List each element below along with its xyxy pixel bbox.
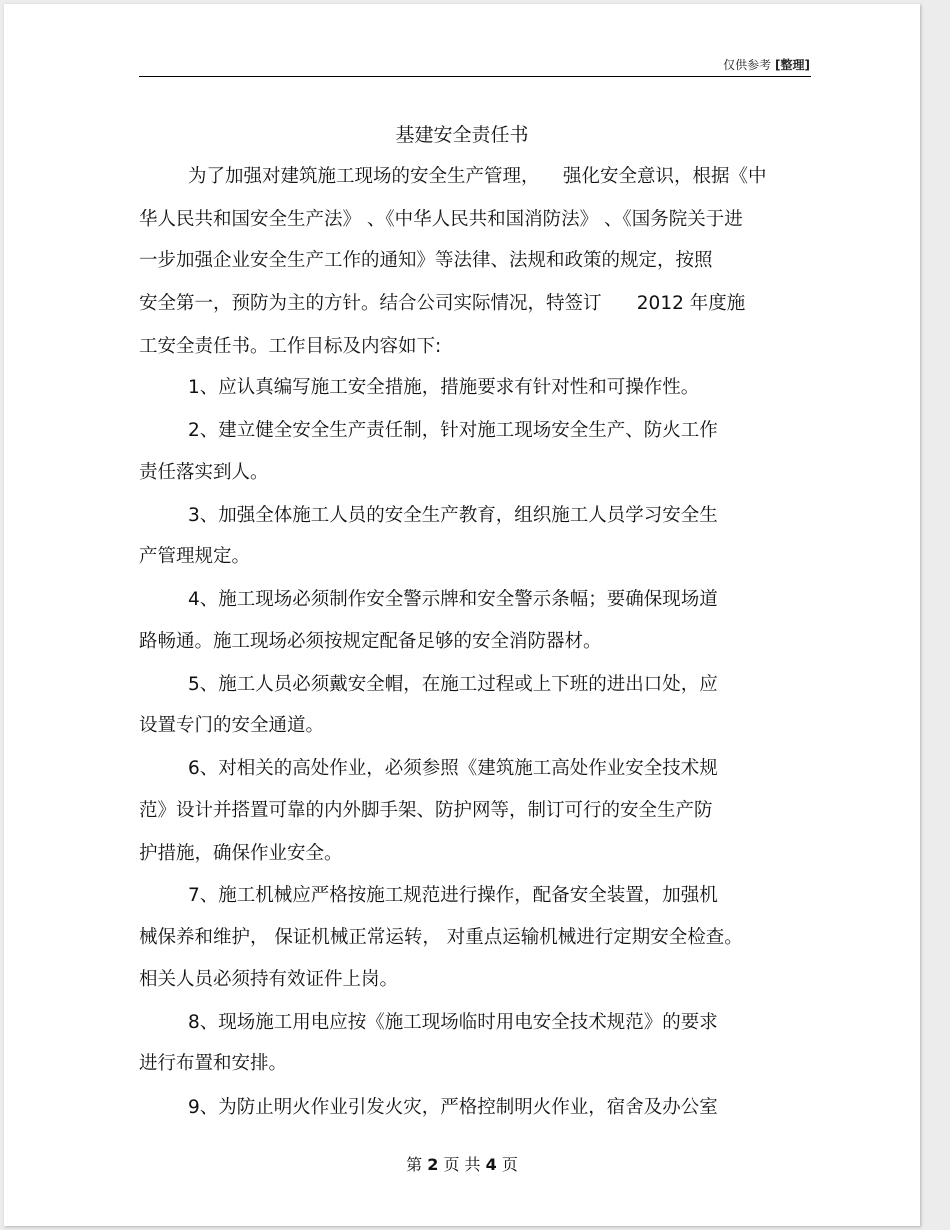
body-line: 护措施，确保作业安全。 [139, 843, 343, 864]
footer-mid: 页 共 [443, 1155, 481, 1174]
body-line: 9、为防止明火作业引发火灾，严格控制明火作业，宿舍及办公室 [188, 1097, 718, 1118]
body-line: 1、应认真编写施工安全措施，措施要求有针对性和可操作性。 [188, 377, 700, 398]
body-line: 5、施工人员必须戴安全帽，在施工过程或上下班的进出口处，应 [188, 674, 718, 695]
body-line: 2、建立健全安全生产责任制，针对施工现场安全生产、防火工作 [188, 420, 718, 441]
body-line: 6、对相关的高处作业，必须参照《建筑施工高处作业安全技术规 [188, 758, 718, 779]
footer-total-pages: 4 [485, 1155, 497, 1174]
body-line: 3、加强全体施工人员的安全生产教育，组织施工人员学习安全生 [188, 505, 718, 526]
body-line: 相关人员必须持有效证件上岗。 [139, 969, 399, 990]
footer-prefix: 第 [406, 1155, 423, 1174]
body-line: 责任落实到人。 [139, 462, 269, 483]
header-rule [139, 76, 811, 77]
header-note [723, 56, 810, 73]
body-line: 械保养和维护， 保证机械正常运转， 对重点运输机械进行定期安全检查。 [139, 927, 743, 948]
body-line: 一步加强企业安全生产工作的通知》等法律、法规和政策的规定，按照 [139, 250, 713, 271]
body-line: 安全第一，预防为主的方针。结合公司实际情况，特签订 2012 年度施 [139, 293, 746, 314]
body-line: 7、施工机械应严格按施工规范进行操作，配备安全装置，加强机 [188, 885, 718, 906]
header-tag: [整理] [775, 58, 810, 72]
body-line: 华人民共和国安全生产法》 、《中华人民共和国消防法》 、《国务院关于进 [139, 209, 743, 230]
body-line: 路畅通。施工现场必须按规定配备足够的安全消防器材。 [139, 631, 602, 652]
body-line: 工安全责任书。工作目标及内容如下: [139, 336, 442, 357]
body-line: 为了加强对建筑施工现场的安全生产管理， 强化安全意识，根据《中 [188, 166, 767, 187]
body-line: 范》设计并搭置可靠的内外脚手架、防护网等，制订可行的安全生产防 [139, 800, 713, 821]
document-page [4, 4, 920, 1226]
footer-current-page: 2 [427, 1155, 439, 1174]
body-line: 4、施工现场必须制作安全警示牌和安全警示条幅；要确保现场道 [188, 589, 718, 610]
footer-suffix: 页 [501, 1155, 518, 1174]
document-title: 基建安全责任书 [395, 124, 529, 146]
body-line: 产管理规定。 [139, 546, 251, 567]
header-note-text: 仅供参考 [723, 58, 772, 72]
body-line: 设置专门的安全通道。 [139, 715, 325, 736]
body-line: 8、现场施工用电应按《施工现场临时用电安全技术规范》的要求 [188, 1012, 718, 1033]
body-line: 进行布置和安排。 [139, 1053, 288, 1074]
page-footer [4, 1152, 920, 1175]
